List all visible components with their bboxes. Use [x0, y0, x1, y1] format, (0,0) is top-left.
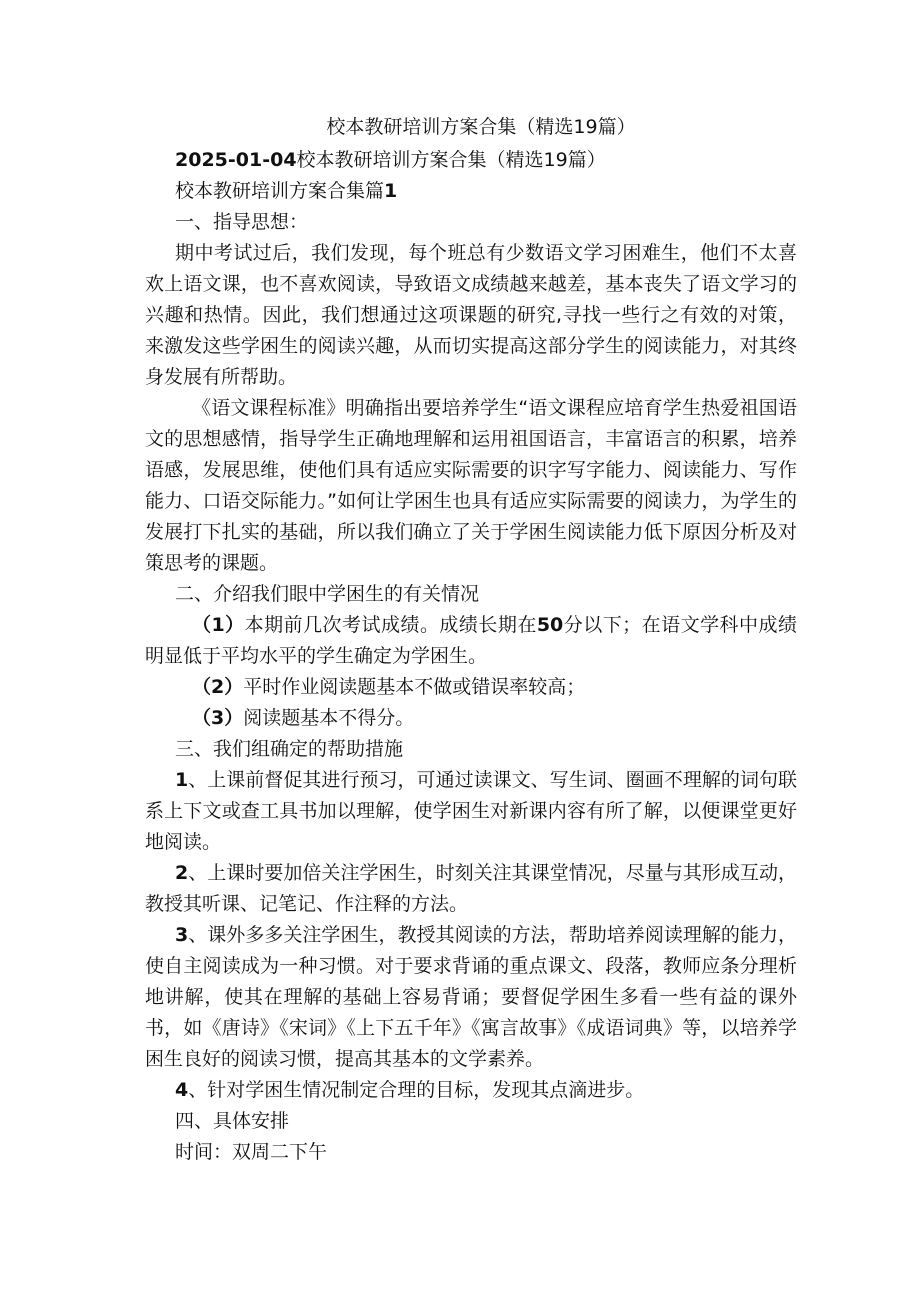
section-heading-2: 二、介绍我们眼中学困生的有关情况	[175, 583, 480, 605]
item-text-b: 分以下；在语文学科中成绩明显低于平均水平的学生确定为学困生。	[145, 614, 797, 667]
item-text-a: 本期前几次考试成绩。成绩长期在	[244, 614, 537, 636]
item-number: 1	[175, 769, 189, 791]
item-text: 平时作业阅读题基本不做或错误率较高；	[243, 676, 586, 698]
section-heading-4: 四、具体安排	[175, 1110, 290, 1132]
item-text: 、上课时要加倍关注学困生，时刻关注其课堂情况，尽量与其形成互动，教授其听课、记笔记、作注释的方法。	[145, 862, 797, 915]
document-body	[145, 112, 797, 1168]
section-2-item-3	[145, 703, 797, 734]
section-2-item-2	[145, 672, 797, 703]
date-title-text: 校本教研培训方案合集（精选19篇）	[296, 149, 606, 171]
section-1-paragraph-2: 《语文课程标准》明确指出要培养学生“语文课程应培育学生热爱祖国语文的思想感情，指导学生正确地理解和运用祖国语言，丰富语言的积累，培养语感，发展思维，使他们具有适应实际需要的识字写字能力、阅读能力、写作能力、口语交际能力。”如何让学困生也具有适应实际需要的阅读力，为学生的发展打下扎实的基础，所以我们确立了关于学困生阅读能力低下原因分析及对策思考的课题。	[145, 397, 797, 574]
section-3-item-1	[145, 765, 797, 858]
part-title-number: 1	[384, 180, 398, 202]
document-title: 校本教研培训方案合集（精选19篇）	[326, 116, 636, 138]
item-text: 、上课前督促其进行预习，可通过读课文、写生词、圈画不理解的词句联系上下文或查工具书加以理解，使学困生对新课内容有所了解，以便课堂更好地阅读。	[145, 769, 797, 853]
section-2-item-1	[145, 610, 797, 672]
item-text: 、课外多多关注学困生，教授其阅读的方法，帮助培养阅读理解的能力，使自主阅读成为一种习惯。对于要求背诵的重点课文、段落，教师应条分理析地讲解，使其在理解的基础上容易背诵；要督促学困生多看一些有益的课外书，如《唐诗》《宋词》《上下五千年》《寓言故事》《成语词典》等，以培养学困生良好的阅读习惯，提高其基本的文学素养。	[145, 924, 797, 1070]
item-number: 50	[536, 614, 564, 636]
item-number: 4	[175, 1079, 189, 1101]
section-3-item-2	[145, 858, 797, 920]
section-heading-3: 三、我们组确定的帮助措施	[175, 738, 404, 760]
section-3-item-4	[145, 1075, 797, 1106]
item-label: （2）	[192, 676, 244, 698]
item-label: （3）	[192, 707, 244, 729]
date-title-line	[145, 145, 797, 176]
section-3-item-3	[145, 920, 797, 1075]
item-number: 3	[175, 924, 189, 946]
part-title	[145, 176, 797, 207]
schedule-time: 时间：双周二下午	[175, 1141, 328, 1163]
date-stamp: 2025-01-04	[175, 149, 297, 171]
item-number: 2	[175, 862, 189, 884]
item-label: （1）	[192, 614, 245, 636]
section-heading-1: 一、指导思想：	[175, 211, 309, 233]
section-1-paragraph-1: 期中考试过后，我们发现，每个班总有少数语文学习困难生，他们不太喜欢上语文课，也不喜欢阅读，导致语文成绩越来越差，基本丧失了语文学习的兴趣和热情。因此，我们想通过这项课题的研究,寻找一些行之有效的对策，来激发这些学困生的阅读兴趣，从而切实提高这部分学生的阅读能力，对其终身发展有所帮助。	[145, 242, 797, 388]
item-text: 阅读题基本不得分。	[243, 707, 415, 729]
item-text: 、针对学困生情况制定合理的目标，发现其点滴进步。	[188, 1079, 645, 1101]
part-title-text: 校本教研培训方案合集篇	[175, 180, 385, 202]
